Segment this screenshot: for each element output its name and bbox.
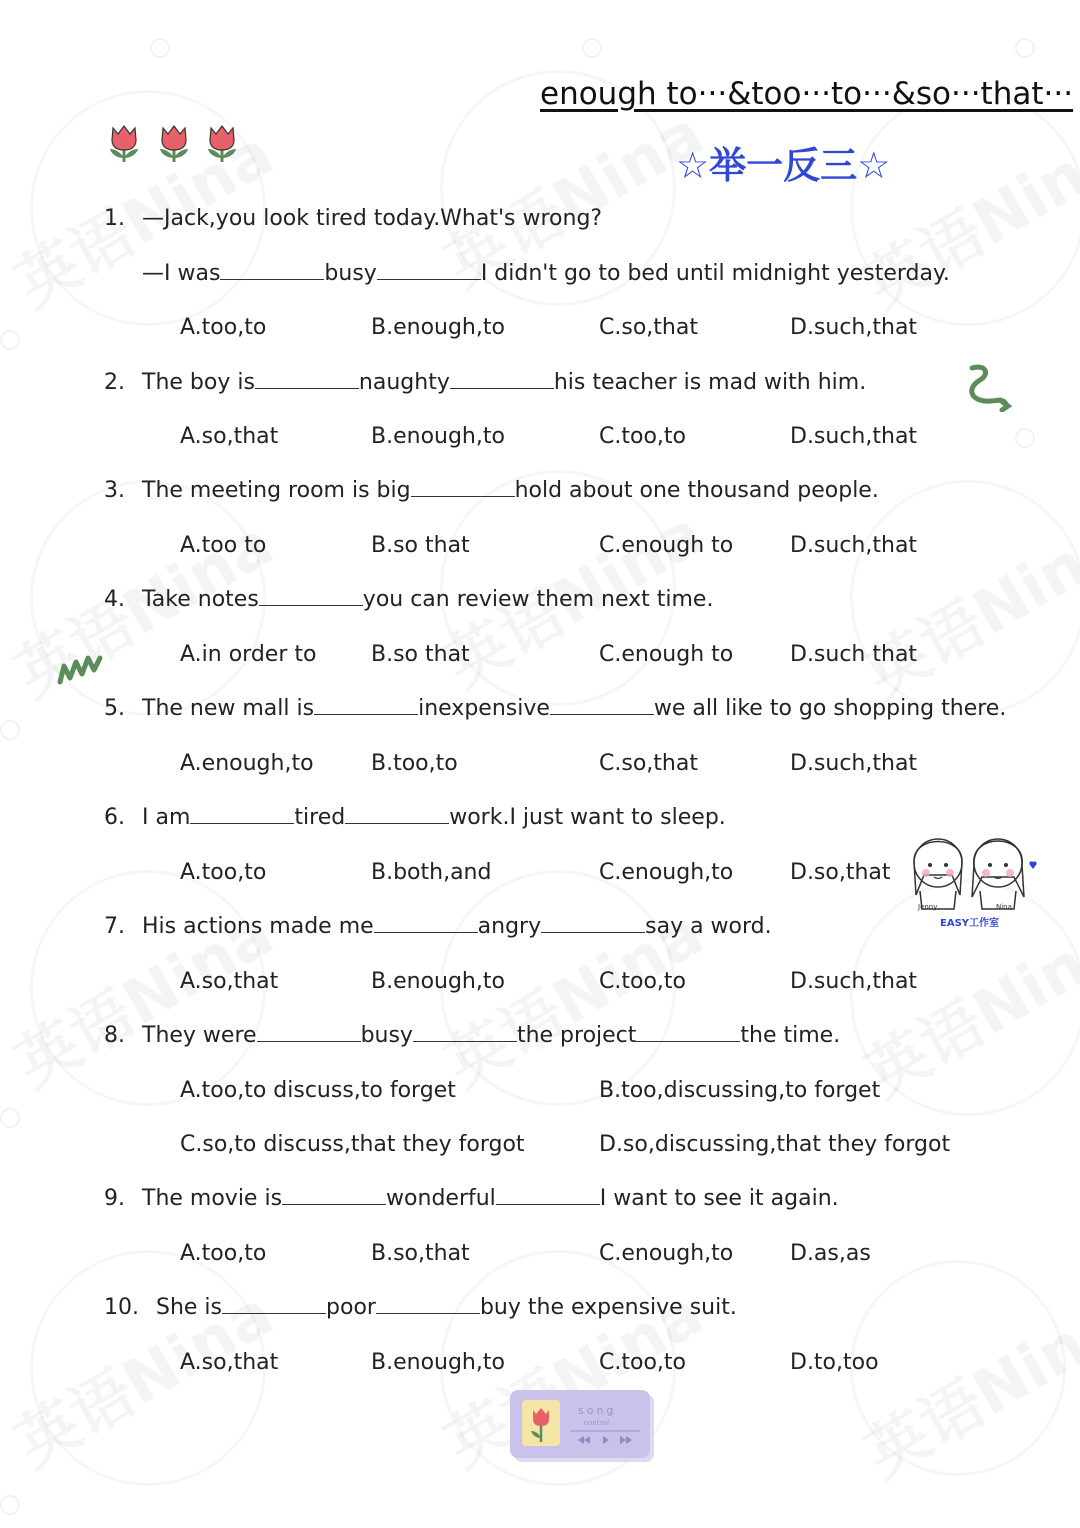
question-text: I want to see it again. bbox=[599, 1186, 839, 1211]
watermark-text bbox=[847, 1275, 1080, 1494]
question-text: say a word. bbox=[645, 914, 772, 939]
question-text: —I was bbox=[142, 261, 221, 286]
studio-label: EASY工作室 bbox=[940, 918, 1000, 929]
question-text: hold about one thousand people. bbox=[514, 478, 879, 503]
question-4 bbox=[104, 587, 713, 612]
tulip-icon bbox=[203, 122, 241, 164]
option-d[interactable]: D.such that bbox=[790, 642, 918, 667]
zigzag-doodle-icon bbox=[56, 650, 104, 686]
decor-dot bbox=[582, 38, 602, 58]
option-b[interactable]: B.enough,to bbox=[371, 1350, 505, 1375]
question-number: 8. bbox=[104, 1023, 125, 1048]
answer-blank[interactable] bbox=[259, 587, 363, 606]
question-text: you can review them next time. bbox=[362, 587, 714, 612]
option-c[interactable]: C.so,that bbox=[599, 315, 698, 340]
option-c[interactable]: C.enough,to bbox=[599, 1241, 734, 1266]
option-c[interactable]: C.enough to bbox=[599, 642, 734, 667]
decor-dot bbox=[0, 330, 20, 350]
question-text: The meeting room is big bbox=[142, 478, 411, 503]
question-9 bbox=[104, 1186, 839, 1211]
question-text: The movie is bbox=[142, 1186, 283, 1211]
option-a[interactable]: A.so,that bbox=[180, 969, 279, 994]
decor-dot bbox=[1015, 38, 1035, 58]
answer-blank[interactable] bbox=[541, 914, 645, 933]
swirl-doodle-icon bbox=[962, 360, 1016, 412]
question-text: busy bbox=[360, 1023, 413, 1048]
answer-blank[interactable] bbox=[636, 1023, 740, 1042]
option-b[interactable]: B.too,discussing,to forget bbox=[599, 1078, 881, 1103]
decor-dot bbox=[1015, 428, 1035, 448]
question-text: I didn't go to bed until midnight yesterday. bbox=[480, 261, 950, 286]
question-text: poor bbox=[326, 1295, 376, 1320]
question-number: 4. bbox=[104, 587, 125, 612]
question-2 bbox=[104, 370, 866, 395]
option-a[interactable]: A.too,to bbox=[180, 860, 267, 885]
option-a[interactable]: A.too to bbox=[180, 533, 267, 558]
question-7 bbox=[104, 914, 772, 939]
answer-blank[interactable] bbox=[222, 1295, 326, 1314]
option-a[interactable]: A.too,to discuss,to forget bbox=[180, 1078, 456, 1103]
option-d[interactable]: D.such,that bbox=[790, 969, 918, 994]
option-c[interactable]: C.too,to bbox=[599, 424, 686, 449]
question-text: his teacher is mad with him. bbox=[553, 370, 867, 395]
question-text: His actions made me bbox=[142, 914, 374, 939]
option-d[interactable]: D.such,that bbox=[790, 751, 918, 776]
girls-stamp-icon bbox=[900, 825, 1045, 935]
answer-blank[interactable] bbox=[257, 1023, 361, 1042]
option-b[interactable]: B.enough,to bbox=[371, 315, 505, 340]
question-8 bbox=[104, 1023, 840, 1048]
decor-dot bbox=[150, 38, 170, 58]
answer-blank[interactable] bbox=[450, 370, 554, 389]
question-text: wonderful bbox=[386, 1186, 496, 1211]
question-text: naughty bbox=[358, 370, 450, 395]
question-text: They were bbox=[142, 1023, 257, 1048]
question-number: 10. bbox=[104, 1295, 139, 1320]
option-a[interactable]: A.so,that bbox=[180, 424, 279, 449]
question-number: 3. bbox=[104, 478, 125, 503]
question-text: tired bbox=[294, 805, 346, 830]
answer-blank[interactable] bbox=[190, 805, 294, 824]
option-b[interactable]: B.enough,to bbox=[371, 424, 505, 449]
answer-blank[interactable] bbox=[374, 914, 478, 933]
answer-blank[interactable] bbox=[220, 261, 324, 280]
music-player-sticker bbox=[508, 1388, 658, 1464]
question-text: the time. bbox=[740, 1023, 841, 1048]
option-a[interactable]: A.in order to bbox=[180, 642, 317, 667]
option-d[interactable]: D.such,that bbox=[790, 424, 918, 449]
option-c[interactable]: C.too,to bbox=[599, 969, 686, 994]
answer-blank[interactable] bbox=[255, 370, 359, 389]
option-d[interactable]: D.so,discussing,that they forgot bbox=[599, 1132, 951, 1157]
stamp-left-name: Jenny bbox=[918, 903, 938, 911]
stamp-right-name: Nina bbox=[996, 903, 1012, 911]
option-d[interactable]: D.such,that bbox=[790, 315, 918, 340]
tulip-icon bbox=[155, 122, 193, 164]
answer-blank[interactable] bbox=[550, 696, 654, 715]
question-number: 5. bbox=[104, 696, 125, 721]
question-text: busy bbox=[324, 261, 377, 286]
option-b[interactable]: B.both,and bbox=[371, 860, 492, 885]
option-d[interactable]: D.to,too bbox=[790, 1350, 879, 1375]
question-5 bbox=[104, 696, 1006, 721]
option-a[interactable]: A.too,to bbox=[180, 315, 267, 340]
question-number: 7. bbox=[104, 914, 125, 939]
question-text: the project bbox=[516, 1023, 637, 1048]
worksheet-subtitle: ☆举一反三☆ bbox=[676, 144, 891, 187]
player-label: song bbox=[578, 1404, 617, 1417]
watermark-ring bbox=[850, 90, 1080, 326]
option-d[interactable]: D.such,that bbox=[790, 533, 918, 558]
question-text: buy the expensive suit. bbox=[479, 1295, 737, 1320]
watermark-ring bbox=[850, 1260, 1066, 1476]
question-number: 2. bbox=[104, 370, 125, 395]
question-text: The new mall is bbox=[142, 696, 315, 721]
option-d[interactable]: D.as,as bbox=[790, 1241, 871, 1266]
question-3 bbox=[104, 478, 879, 503]
option-c[interactable]: C.enough to bbox=[599, 533, 734, 558]
answer-blank[interactable] bbox=[314, 696, 418, 715]
question-text: —Jack,you look tired today.What's wrong? bbox=[142, 206, 603, 231]
answer-blank[interactable] bbox=[411, 478, 515, 497]
option-b[interactable]: B.so,that bbox=[371, 1241, 470, 1266]
tulip-icon bbox=[105, 122, 143, 164]
option-a[interactable]: A.enough,to bbox=[180, 751, 314, 776]
question-1-line2 bbox=[142, 261, 950, 286]
question-text: The boy is bbox=[142, 370, 255, 395]
answer-blank[interactable] bbox=[413, 1023, 517, 1042]
answer-blank[interactable] bbox=[377, 261, 481, 280]
decor-dot bbox=[0, 720, 20, 740]
option-d[interactable]: D.so,that bbox=[790, 860, 891, 885]
question-10 bbox=[104, 1295, 737, 1320]
question-text: Take notes bbox=[142, 587, 259, 612]
question-1 bbox=[104, 206, 602, 231]
question-number: 6. bbox=[104, 805, 125, 830]
option-a[interactable]: A.so,that bbox=[180, 1350, 279, 1375]
question-text: work.I just want to sleep. bbox=[449, 805, 726, 830]
decor-dot bbox=[0, 1108, 20, 1128]
question-6 bbox=[104, 805, 726, 830]
question-number: 1. bbox=[104, 206, 125, 231]
option-b[interactable]: B.enough,to bbox=[371, 969, 505, 994]
option-c[interactable]: C.enough,to bbox=[599, 860, 734, 885]
question-text: I am bbox=[142, 805, 191, 830]
option-b[interactable]: B.so that bbox=[371, 533, 470, 558]
question-text: She is bbox=[156, 1295, 223, 1320]
option-c[interactable]: C.too,to bbox=[599, 1350, 686, 1375]
answer-blank[interactable] bbox=[282, 1186, 386, 1205]
player-sub-label: control bbox=[584, 1419, 610, 1427]
question-number: 9. bbox=[104, 1186, 125, 1211]
question-text: we all like to go shopping there. bbox=[653, 696, 1007, 721]
decor-dot bbox=[0, 1495, 20, 1515]
answer-blank[interactable] bbox=[496, 1186, 600, 1205]
option-b[interactable]: B.so that bbox=[371, 642, 470, 667]
question-text: angry bbox=[477, 914, 542, 939]
option-b[interactable]: B.too,to bbox=[371, 751, 458, 776]
watermark-ring bbox=[850, 480, 1080, 716]
option-a[interactable]: A.too,to bbox=[180, 1241, 267, 1266]
answer-blank[interactable] bbox=[376, 1295, 480, 1314]
option-c[interactable]: C.so,to discuss,that they forgot bbox=[180, 1132, 525, 1157]
worksheet-title: enough to···&too···to···&so···that··· bbox=[540, 76, 1074, 112]
question-text: inexpensive bbox=[418, 696, 550, 721]
watermark-text bbox=[847, 495, 1080, 714]
option-c[interactable]: C.so,that bbox=[599, 751, 698, 776]
answer-blank[interactable] bbox=[345, 805, 449, 824]
